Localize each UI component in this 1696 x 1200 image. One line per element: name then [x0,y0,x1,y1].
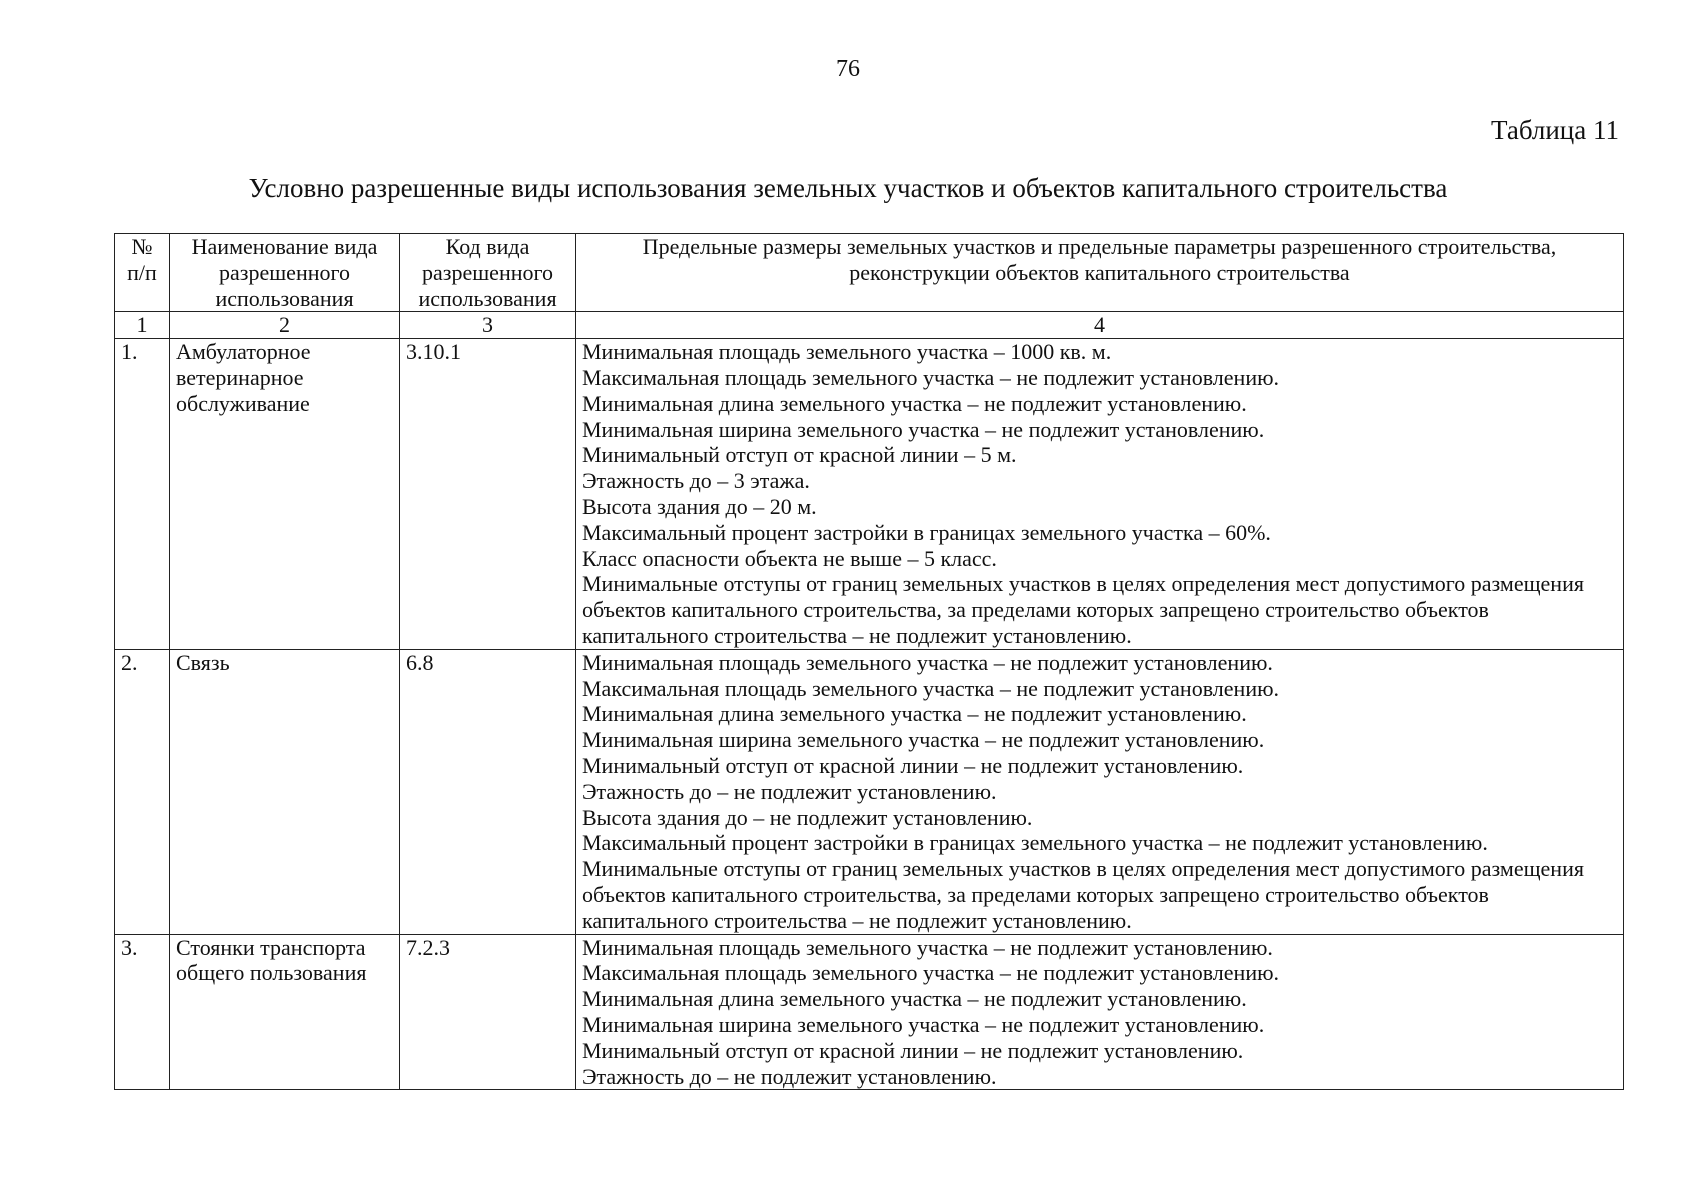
column-number: 3 [400,312,576,339]
parameter-line: Максимальный процент застройки в границах земельного участка – не подлежит установлению. [582,830,1488,856]
document-title: Условно разрешенные виды использования земельных участков и объектов капитального строительства [248,173,1448,203]
parameter-line: Класс опасности объекта не выше – 5 класс. [582,545,997,571]
table-row [115,649,1624,934]
table-row [115,339,1624,650]
column-number-row [115,312,1624,339]
parameter-line: Этажность до – 3 этажа. [582,468,810,494]
parameter-line: Высота здания до – 20 м. [582,493,817,519]
header-number: № п/п [115,234,170,312]
use-parameters [576,934,1624,1090]
parameter-line: Максимальный процент застройки в границах земельного участка – 60%. [582,519,1271,545]
parameter-line: Минимальная площадь земельного участка – не подлежит установлению. [582,934,1273,960]
page-number: 76 [836,56,860,82]
parameter-line: Минимальные отступы от границ земельных участков в целях определения мест допустимого размещения объектов капитального строительства, за пределами которых запрещено строительство объектов капитального строительства – не подлежит установлению. [582,571,1584,648]
parameter-line: Максимальная площадь земельного участка – не подлежит установлению. [582,960,1280,986]
table-header-row [115,234,1624,312]
parameter-line: Минимальная длина земельного участка – не подлежит установлению. [582,390,1247,416]
parameter-line: Минимальная длина земельного участка – не подлежит установлению. [582,701,1247,727]
table-label: Таблица 11 [1491,115,1619,145]
table-row [115,934,1624,1090]
use-name: Связь [170,649,400,934]
parameter-line: Минимальная ширина земельного участка – не подлежит установлению. [582,1011,1265,1037]
parameter-line: Высота здания до – не подлежит установлению. [582,804,1033,830]
parameter-line: Максимальная площадь земельного участка – не подлежит установлению. [582,675,1280,701]
parameter-line: Минимальная площадь земельного участка – 1000 кв. м. [582,339,1112,365]
use-code: 3.10.1 [400,339,576,650]
parameter-line: Этажность до – не подлежит установлению. [582,778,997,804]
row-number: 2. [115,649,170,934]
column-number: 1 [115,312,170,339]
parameter-line: Этажность до – не подлежит установлению. [582,1063,997,1089]
use-name: Стоянки транспорта общего пользования [170,934,400,1090]
use-code: 6.8 [400,649,576,934]
parameter-line: Минимальная длина земельного участка – не подлежит установлению. [582,986,1247,1012]
parameter-line: Минимальные отступы от границ земельных участков в целях определения мест допустимого размещения объектов капитального строительства, за пределами которых запрещено строительство объектов капитального строительства – не подлежит установлению. [582,856,1584,933]
header-use-code: Код вида разрешенного использования [400,234,576,312]
use-code: 7.2.3 [400,934,576,1090]
use-parameters [576,339,1624,650]
parameter-line: Минимальный отступ от красной линии – не подлежит установлению. [582,1037,1244,1063]
permitted-use-table [114,233,1624,1090]
column-number: 2 [170,312,400,339]
parameter-line: Минимальный отступ от красной линии – не подлежит установлению. [582,752,1244,778]
parameter-line: Минимальная ширина земельного участка – не подлежит установлению. [582,727,1265,753]
parameter-line: Минимальная площадь земельного участка – не подлежит установлению. [582,649,1273,675]
row-number: 1. [115,339,170,650]
header-use-name: Наименование вида разрешенного использования [170,234,400,312]
use-parameters [576,649,1624,934]
row-number: 3. [115,934,170,1090]
parameter-line: Минимальная ширина земельного участка – не подлежит установлению. [582,416,1265,442]
use-name: Амбулаторное ветеринарное обслуживание [170,339,400,650]
parameter-line: Минимальный отступ от красной линии – 5 м. [582,442,1017,468]
parameter-line: Максимальная площадь земельного участка – не подлежит установлению. [582,364,1280,390]
header-parameters: Предельные размеры земельных участков и предельные параметры разрешенного строительства, реконструкции объектов капитального строительства [576,234,1624,312]
column-number: 4 [576,312,1624,339]
